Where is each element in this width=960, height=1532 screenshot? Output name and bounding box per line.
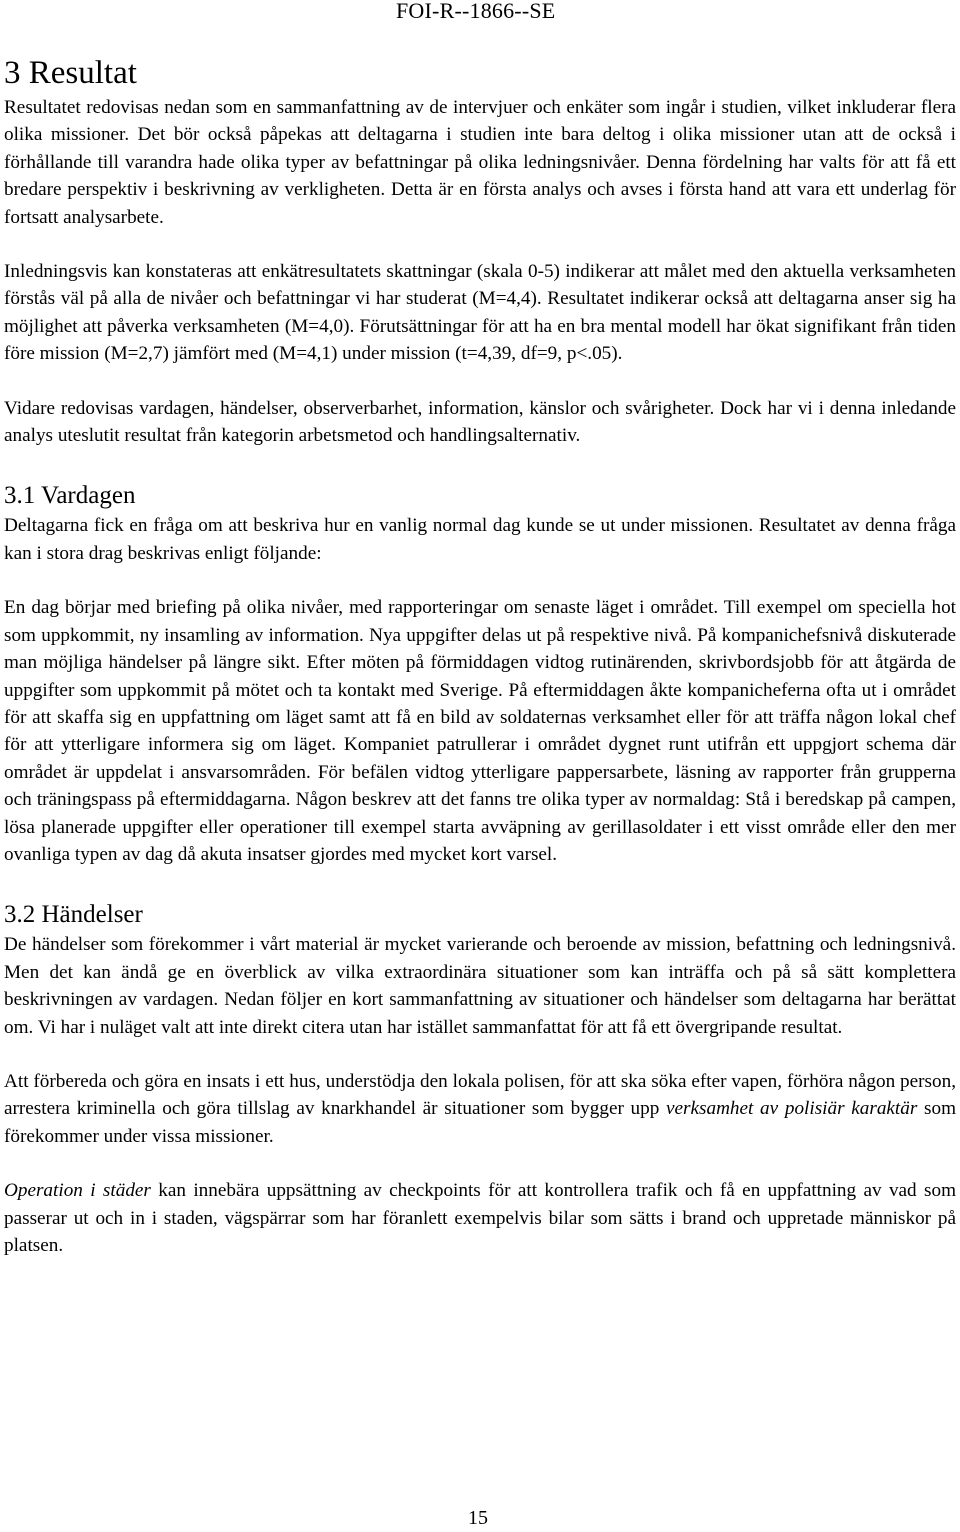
paragraph-handelser-intro: De händelser som förekommer i vårt material är mycket varierande och beroende av mission, befattning och ledningsnivå. Men det kan ändå ge en överblick av vilka extraordinära situationer som kan inträffa och på så sätt komplettera beskrivningen av vardagen. Nedan följer en kort sammanfattning av situationer och händelser som deltagarna har berättat om. Vi har i nuläget valt att inte direkt citera utan har istället sammanfattat för att få ett övergripande resultat. <box>4 934 956 1038</box>
paragraph-vardagen-intro: Deltagarna fick en fråga om att beskriva hur en vanlig normal dag kunde se ut under missionen. Resultatet av denna fråga kan i stora drag beskrivas enligt följande: <box>4 515 956 564</box>
emphasized-term: verksamhet av polisiär karaktär <box>666 1098 918 1120</box>
text-segment: kan innebära uppsättning av checkpoints för att kontrollera trafik och få en uppfattning av vad som passerar ut och in i staden, vägspärrar som har föranlett exempelvis bilar som sätts i brand och uppretade människor på platsen. <box>4 1180 956 1256</box>
emphasized-term: Operation i städer <box>4 1180 151 1202</box>
report-id: FOI-R--1866--SE <box>396 0 556 23</box>
paragraph-police-operations <box>4 1068 956 1150</box>
paragraph-categories: Vidare redovisas vardagen, händelser, observerbarhet, information, känslor och svårigheter. Dock har vi i denna inledande analys uteslutit resultat från kategorin arbetsmetod och handlingsalternativ. <box>4 397 956 447</box>
paragraph-intro: Resultatet redovisas nedan som en sammanfattning av de intervjuer och enkäter som ingår i studien, vilket inkluderar flera olika missioner. Det bör också påpekas att deltagarna i studien inte bara deltog i olika missioner utan att de också i förhållande till varandra hade olika typer av befattningar på olika ledningsnivåer. Denna fördelning har valts för att få ett bredare perspektiv i beskrivning av verkligheten. Detta är en första analys och avses i första hand att vara ett underlag för fortsatt analysarbete. <box>4 97 956 228</box>
text-segment: Att förbereda och göra en insats i ett hus, understödja den lokala polisen, för att ska söka efter vapen, förhöra någon person, arrestera kriminella och göra tillslag av knarkhandel är situationer som bygger upp <box>4 1070 956 1120</box>
paragraph-vardagen-body: En dag börjar med briefing på olika nivåer, med rapporteringar om senaste läget i området. Till exempel om speciella hot som uppkommit, ny insamling av information. Nya uppgifter delas ut på respektive nivå. På kompanichefsnivå diskuterade man möjliga händelser på längre sikt. Efter möten på förmiddagen vidtog rutinärenden, skrivbordsjobb för att åtgärda de uppgifter som uppkommit på mötet och ta kontakt med Sverige. På eftermiddagen åkte kompanicheferna ofta ut i området för att skaffa sig en uppfattning om läget samt att få en bild av soldaternas verksamhet eller för att träffa någon lokal chef för att ytterligare informera sig om läget. Kompaniet patrullerar i området dygnet runt utifrån ett uppgjort schema där området är uppdelat i ansvarsområden. För befälen vidtog ytterligare pappersarbete, läsning av rapporter från grupperna och träningspass på eftermiddagarna. Någon beskrev att det fanns tre olika typer av normaldag: Stå i beredskap på campen, lösa planerade uppgifter eller operationer till exempel starta avväpning av gerillasoldater i ett visst område eller den mer ovanliga typen av dag då akuta insatser gjordes med mycket kort varsel. <box>4 597 956 865</box>
text-segment: som förekommer under vissa missioner. <box>4 1098 956 1147</box>
document-body <box>4 54 956 1259</box>
chapter-heading: 3 Resultat <box>4 55 137 91</box>
section-heading-handelser: 3.2 Händelser <box>4 901 143 929</box>
section-heading-vardagen: 3.1 Vardagen <box>4 482 136 510</box>
paragraph-city-operations <box>4 1177 956 1259</box>
paragraph-survey-results: Inledningsvis kan konstateras att enkätresultatets skattningar (skala 0-5) indikerar att målet med den aktuella verksamheten förstås väl på alla de nivåer och befattningar vi har studerat (M=4,4). Resultatet indikerar också att deltagarna anser sig ha möjlighet att påverka verksamheten (M=4,0). Förutsättningar för att ha en bra mental modell har ökat signifikant från tiden före mission (M=2,7) jämfört med (M=4,1) under mission (t=4,39, df=9, p<.05). <box>4 261 956 365</box>
page-number: 15 <box>468 1507 488 1529</box>
